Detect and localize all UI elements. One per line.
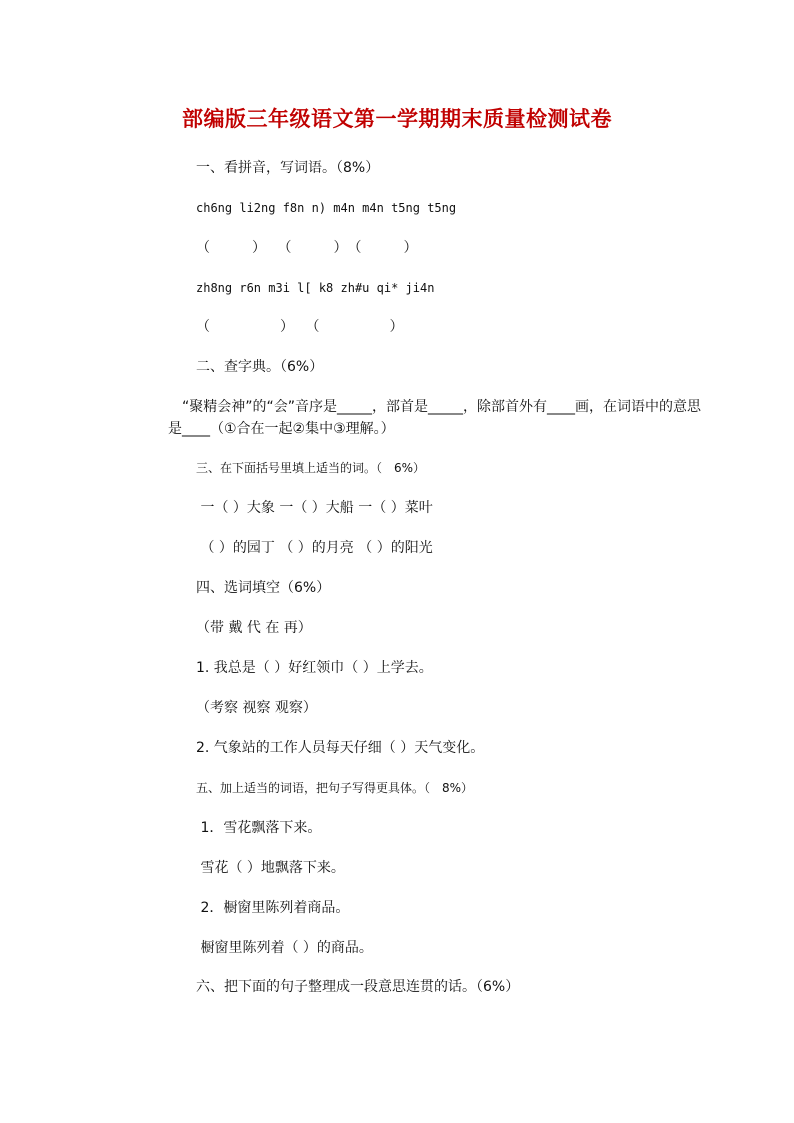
- section-5-question-2: 2．橱窗里陈列着商品。: [196, 900, 350, 916]
- page-title: 部编版三年级语文第一学期期末质量检测试卷: [182, 106, 612, 131]
- section-4-question-1: 1. 我总是（ ）好红领巾（ ）上学去。: [196, 660, 433, 676]
- section-5-question-1: 1．雪花飘落下来。: [196, 820, 322, 836]
- section-2-heading: 二、查字典。（6%）: [196, 359, 324, 375]
- section-6-heading: 六、把下面的句子整理成一段意思连贯的话。（6%）: [196, 979, 520, 995]
- section-3-line-1: 一（ ）大象 一（ ）大船 一（ ）菜叶: [196, 500, 433, 516]
- section-5-answer-2: 橱窗里陈列着（ ）的商品。: [196, 940, 373, 956]
- section-1-heading: 一、看拼音，写词语。（8%）: [196, 160, 380, 176]
- section-1-blanks-line-1: （ ） （ ） （ ）: [196, 240, 418, 256]
- section-3-line-2: （ ）的园丁 （ ）的月亮 （ ）的阳光: [196, 540, 433, 556]
- section-3-heading: 三、在下面括号里填上适当的词。（ 6%）: [196, 461, 426, 475]
- section-5-answer-1: 雪花（ ）地飘落下来。: [196, 860, 345, 876]
- section-5-heading: 五、加上适当的词语，把句子写得更具体。（ 8%）: [196, 781, 474, 795]
- section-4-heading: 四、选词填空（6%）: [196, 580, 331, 596]
- section-1-blanks-line-2: （ ） （ ）: [196, 319, 404, 335]
- section-2-body: “聚精会神”的“会”音序是_____，部首是_____，除部首外有____画，在词语中的意思是____（①合在一起②集中③理解。）: [168, 399, 702, 437]
- section-4-word-choices-1: （带 戴 代 在 再）: [196, 620, 312, 636]
- section-1-pinyin-line-2: zh8ng r6n m3i l[ k8 zh#u qi* ji4n: [196, 281, 435, 295]
- section-4-word-choices-2: （考察 视察 观察）: [196, 700, 317, 716]
- section-4-question-2: 2. 气象站的工作人员每天仔细（ ）天气变化。: [196, 740, 485, 756]
- section-1-pinyin-line-1: ch6ng li2ng f8n n) m4n m4n t5ng t5ng: [196, 201, 457, 215]
